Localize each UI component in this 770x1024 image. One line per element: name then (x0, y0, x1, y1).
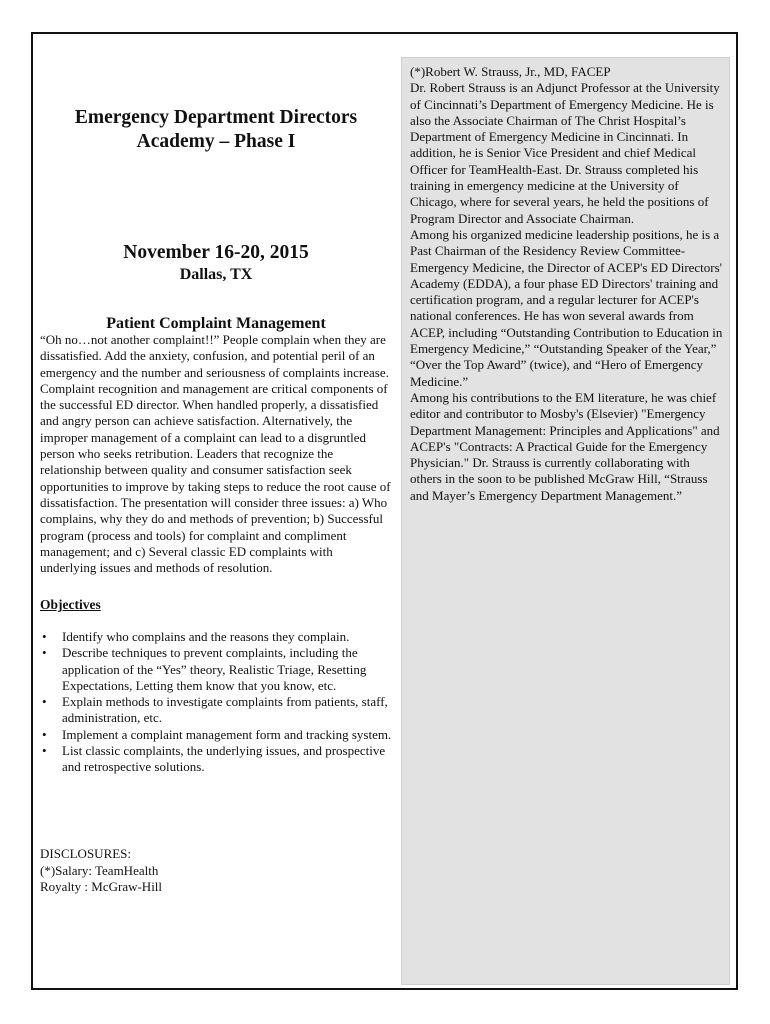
session-title: Patient Complaint Management (106, 315, 326, 332)
speaker-bio (410, 64, 724, 504)
objective-item (40, 645, 392, 694)
disclosure-salary: (*)Salary: TeamHealth (40, 862, 159, 878)
course-title: Emergency Department Directors Academy – Phase I (74, 107, 358, 152)
disclosure-royalty: Royalty : McGraw-Hill (40, 879, 163, 894)
objective-item (40, 629, 392, 645)
bullet-icon: • (42, 629, 47, 644)
objective-text: Identify who complains and the reasons they complain. (62, 629, 350, 644)
disclosures (40, 846, 392, 896)
bullet-icon: • (42, 694, 47, 710)
bullet-icon: • (42, 726, 47, 742)
bullet-icon: • (42, 743, 47, 759)
objective-item (40, 727, 392, 743)
objective-text: List classic complaints, the underlying issues, and prospective and retrospective solutions. (62, 743, 386, 775)
objectives-heading: Objectives (40, 597, 101, 612)
disclosures-heading: DISCLOSURES: (40, 846, 132, 861)
bullet-icon: • (42, 645, 47, 661)
objective-item (40, 694, 392, 727)
objective-text: Explain methods to investigate complaints from patients, staff, administration, etc. (62, 694, 388, 726)
bio-paragraph: Among his organized medicine leadership positions, he is a Past Chairman of the Residency Review Committee-Emergency Medicine, the Director of ACEP's ED Directors' Academy (EDDA), a four phase ED Directors' training and certification program, and a regular lecturer for ACEP's national conferences. He has won several awards from ACEP, including “Outstanding Contribution to Education in Emergency Medicine,” “Outstanding Speaker of the Year,” “Over the Top Award” (twice), and “Hero of Emergency Medicine.” (410, 226, 723, 389)
objective-item (40, 743, 392, 776)
objective-text: Describe techniques to prevent complaints, including the application of the “Yes” theory, Realistic Triage, Resetting Expectations, Letting them know that you know, etc. (62, 645, 367, 693)
course-dates: November 16-20, 2015 (123, 242, 309, 263)
bio-paragraph: Among his contributions to the EM literature, he was chief editor and contributor to Mosby's (Elsevier) "Emergency Department Management: Principles and Applications" and ACEP's "Contracts: A Practical Guide for the Emergency Physician." Dr. Strauss is currently collaborating with others in the soon to be published McGraw Hill, “Strauss and Mayer’s Emergency Department Management.” (410, 389, 720, 503)
session-abstract: “Oh no…not another complaint!!” People complain when they are dissatisfied. Add the anxiety, confusion, and potential peril of an emergency and the number and seriousness of complaints increase. Complaint recognition and management are critical components of the successful ED director. When handled properly, a dissatisfied and angry person can achieve satisfaction. Alternatively, the improper management of a complaint can lead to a disgruntled person who seeks retribution. Leaders that recognize the relationship between quality and consumer satisfaction seek opportunities to improve by taking steps to reduce the root cause of dissatisfaction. The presentation will consider three issues: a) Who complains, why they do and methods of prevention; b) Successful program (process and tools) for complaint and compliment management; and c) Several classic ED complaints with underlying issues and methods of resolution. (40, 332, 391, 576)
speaker-name: (*)Robert W. Strauss, Jr., MD, FACEP (410, 64, 611, 79)
course-location: Dallas, TX (179, 266, 253, 283)
bio-paragraph: Dr. Robert Strauss is an Adjunct Professor at the University of Cincinnati’s Department of Emergency Medicine. He is also the Associate Chairman of The Christ Hospital’s Department of Emergency Medicine in Cincinnati. In addition, he is Senior Vice President and chief Medical Officer for TeamHealth-East. Dr. Strauss completed his training in emergency medicine at the University of Chicago, where for several years, he held the positions of Program Director and Associate Chairman. (410, 80, 720, 226)
objective-text: Implement a complaint management form and tracking system. (62, 726, 392, 742)
objectives-list (40, 629, 392, 776)
